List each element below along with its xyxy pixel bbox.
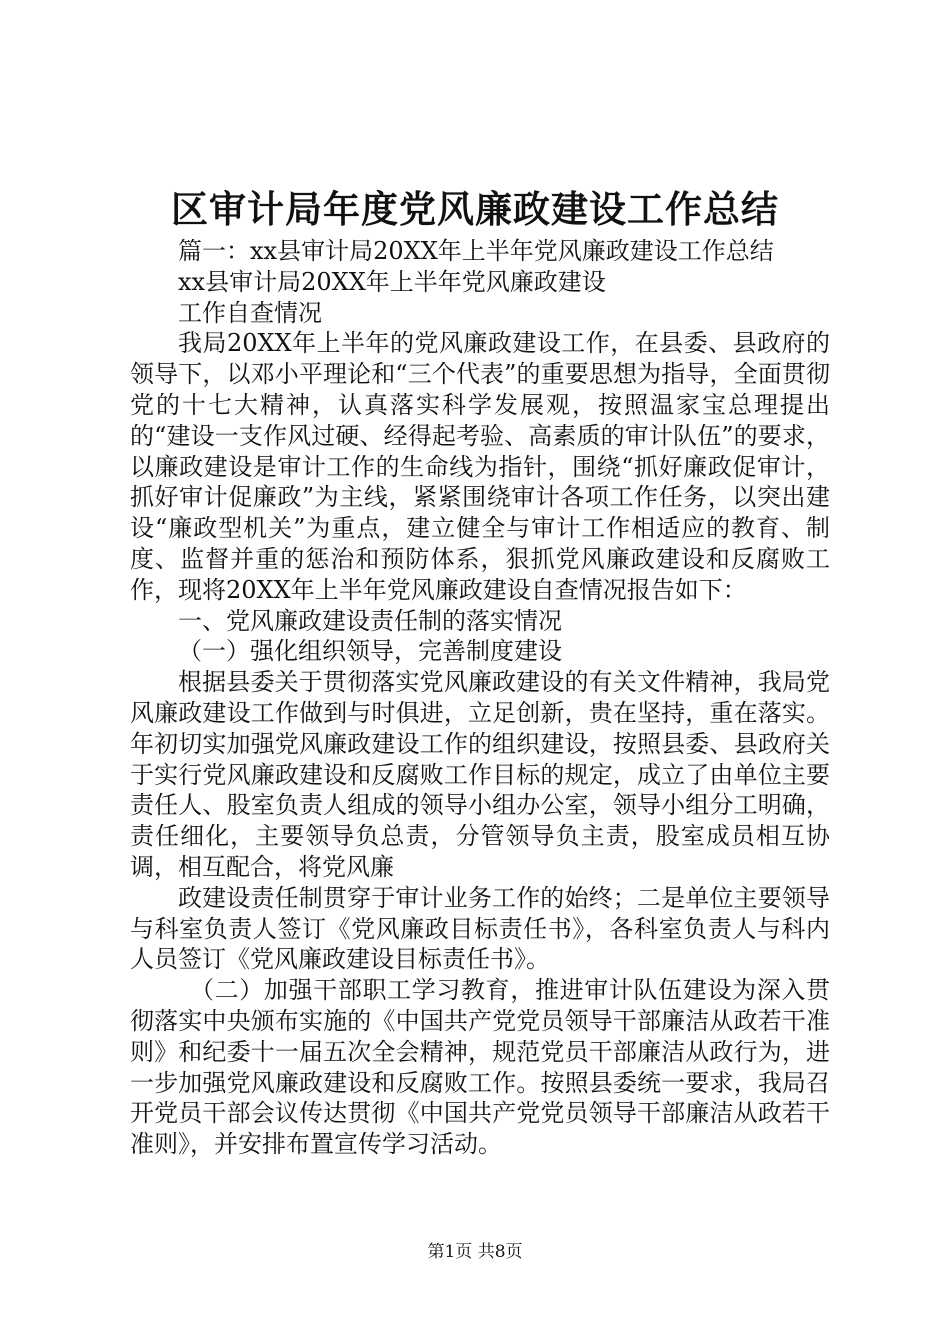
paragraph-intro: 我局20XX年上半年的党风廉政建设工作，在县委、县政府的领导下，以邓小平理论和“三个代表”的重要思想为指导，全面贯彻党的十七大精神，认真落实科学发展观，按照温家宝总理提出的“建设一支作风过硬、经得起考验、高素质的审计队伍”的要求，以廉政建设是审计工作的生命线为指针，围绕“抓好廉政促审计，抓好审计促廉政”为主线，紧紧围绕审计各项工作任务，以突出建设“廉政型机关”为重点，建立健全与审计工作相适应的教育、制度、监督并重的惩治和预防体系，狠抓党风廉政建设和反腐败工作，现将20XX年上半年党风廉政建设自查情况报告如下： [130, 329, 830, 604]
page-number-footer: 第1页 共8页 [427, 1242, 523, 1262]
section-heading-1: 一、党风廉政建设责任制的落实情况 [178, 606, 562, 635]
paragraph-education: （二）加强干部职工学习教育，推进审计队伍建设为深入贯彻落实中央颁布实施的《中国共产党党员领导干部廉洁从政若干准则》和纪委十一届五次全会精神，规范党员干部廉洁从政行为，进一步加强党风廉政建设和反腐败工作。按照县委统一要求，我局召开党员干部会议传达贯彻《中国共产党党员领导干部廉洁从政若干准则》，并安排布置宣传学习活动。 [130, 976, 830, 1159]
document-title: 区审计局年度党风廉政建设工作总结 [171, 187, 779, 231]
paragraph-subtitle-line2: 工作自查情况 [178, 298, 322, 327]
paragraph-chapter-heading: 篇一：xx县审计局20XX年上半年党风廉政建设工作总结 [178, 237, 774, 265]
paragraph-organization: 根据县委关于贯彻落实党风廉政建设的有关文件精神，我局党风廉政建设工作做到与时俱进，立足创新，贵在坚持，重在落实。年初切实加强党风廉政建设工作的组织建设，按照县委、县政府关于实行党风廉政建设和反腐败工作目标的规定，成立了由单位主要责任人、股室负责人组成的领导小组办公室，领导小组分工明确，责任细化，主要领导负总责，分管领导负主责，股室成员相互协调，相互配合，将党风廉 [130, 668, 830, 881]
document-body [130, 236, 830, 1160]
paragraph-subtitle-line1: xx县审计局20XX年上半年党风廉政建设 [178, 267, 606, 296]
paragraph-responsibility: 政建设责任制贯穿于审计业务工作的始终；二是单位主要领导与科室负责人签订《党风廉政目标责任书》，各科室负责人与科内人员签订《党风廉政建设目标责任书》。 [130, 883, 830, 974]
subsection-heading-1: （一）强化组织领导，完善制度建设 [178, 637, 562, 666]
